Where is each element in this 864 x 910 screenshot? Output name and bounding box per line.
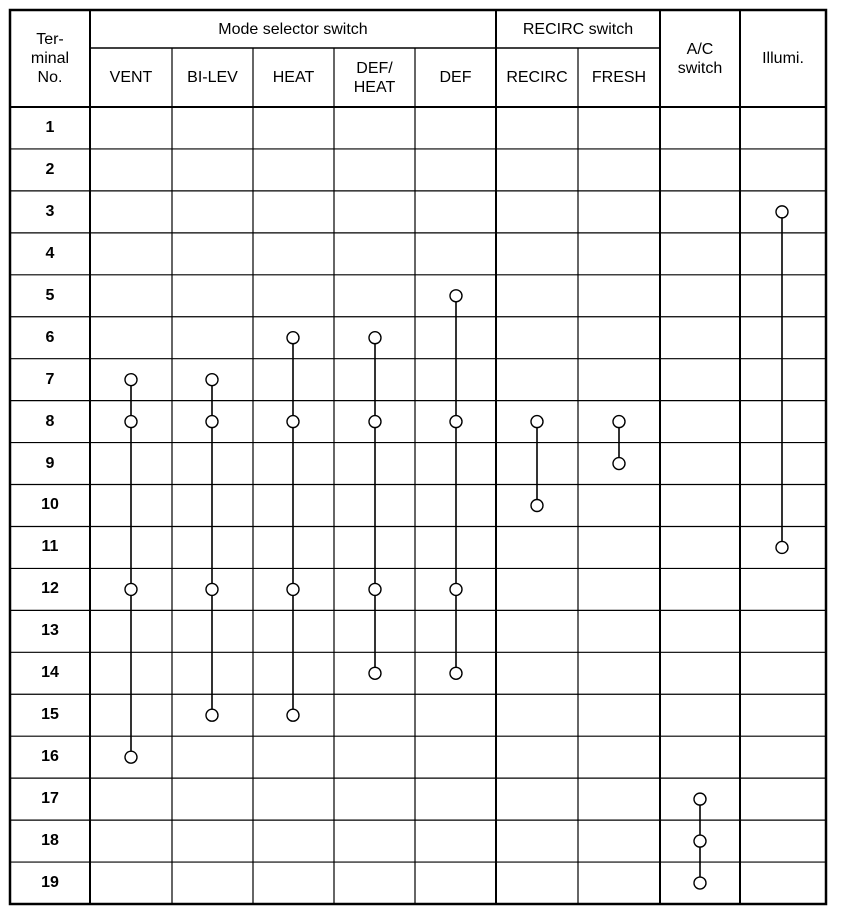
terminal-circle — [450, 667, 462, 679]
terminal-number: 17 — [41, 790, 59, 808]
table-border — [10, 10, 826, 904]
terminal-circle — [369, 667, 381, 679]
terminal-number: 19 — [41, 874, 59, 892]
terminal-circle — [206, 583, 218, 595]
terminal-circle — [450, 583, 462, 595]
terminal-circle — [776, 206, 788, 218]
header-recirc-switch: RECIRC switch — [522, 20, 634, 38]
terminal-circle — [531, 416, 543, 428]
terminal-circle — [287, 332, 299, 344]
terminal-circle — [613, 416, 625, 428]
terminal-number: 11 — [41, 538, 59, 556]
terminal-circle — [206, 374, 218, 386]
header-mode-selector-switch: Mode selector switch — [218, 20, 368, 38]
terminal-number: 10 — [41, 496, 59, 514]
terminal-circle — [206, 416, 218, 428]
header-illumi: Illumi. — [762, 50, 804, 67]
terminal-number: 9 — [45, 454, 55, 472]
terminal-circle — [125, 751, 137, 763]
terminal-circle — [125, 374, 137, 386]
terminal-circle — [287, 709, 299, 721]
terminal-number: 2 — [45, 160, 55, 178]
terminal-circle — [369, 416, 381, 428]
terminal-circle — [125, 416, 137, 428]
terminal-circle — [694, 835, 706, 847]
terminal-number: 6 — [45, 328, 55, 346]
terminal-number: 7 — [45, 370, 55, 388]
terminal-number: 1 — [45, 118, 55, 136]
col-header-recirc: RECIRC — [506, 69, 568, 86]
terminal-circle — [776, 541, 788, 553]
terminal-number: 5 — [45, 286, 55, 304]
terminal-number: 15 — [41, 706, 59, 724]
terminal-number: 8 — [45, 412, 55, 430]
col-header-def-heat: DEF/ HEAT — [353, 59, 396, 96]
header-ac-switch: A/C switch — [677, 40, 723, 77]
terminal-circle — [613, 458, 625, 470]
col-header-vent: VENT — [109, 69, 153, 86]
header-terminal-no: Ter- minal No. — [30, 31, 70, 86]
terminal-circle — [287, 583, 299, 595]
terminal-circle — [287, 416, 299, 428]
terminal-circle — [694, 877, 706, 889]
terminal-circle — [694, 793, 706, 805]
terminal-number: 18 — [41, 832, 59, 850]
col-header-bi-lev: BI-LEV — [187, 69, 238, 86]
col-header-fresh: FRESH — [591, 69, 647, 86]
terminal-circle — [450, 416, 462, 428]
terminal-number: 4 — [45, 244, 55, 262]
terminal-number: 14 — [41, 664, 59, 682]
col-header-def: DEF — [439, 69, 472, 86]
terminal-circle — [531, 500, 543, 512]
terminal-number: 13 — [41, 622, 59, 640]
terminal-circle — [206, 709, 218, 721]
terminal-circle — [369, 332, 381, 344]
terminal-number: 3 — [45, 202, 55, 220]
terminal-circle — [125, 583, 137, 595]
col-header-heat: HEAT — [272, 69, 315, 86]
terminal-number: 12 — [41, 580, 59, 598]
terminal-circle — [369, 583, 381, 595]
terminal-number: 16 — [41, 748, 59, 766]
terminal-circle — [450, 290, 462, 302]
